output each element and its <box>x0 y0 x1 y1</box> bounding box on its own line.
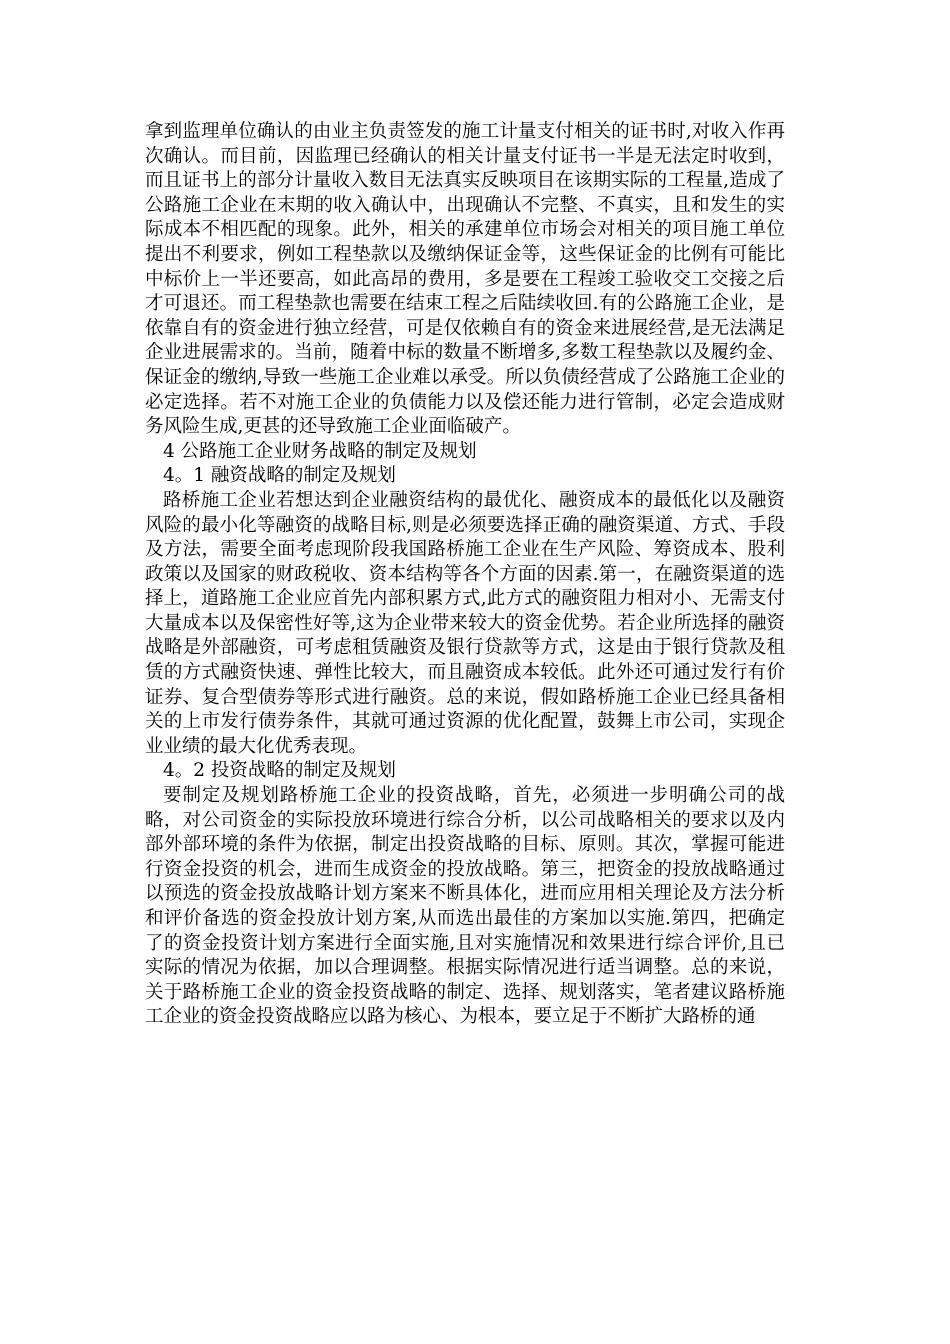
section-heading-4: 4 公路施工企业财务战略的制定及规划 <box>163 440 477 462</box>
subsection-heading-4-1: 4。1 融资战略的制定及规划 <box>163 465 396 487</box>
subsection-heading-4-2: 4。2 投资战略的制定及规划 <box>163 760 396 782</box>
paragraph-revenue-recognition: 拿到监理单位确认的由业主负责签发的施工计量支付相关的证书时,对收入作再次确认。而目前，因监理已经确认的相关计量支付证书一半是无法定时收到，而且证书上的部分计量收入数目无法真实反映项目在该期实际的工程量,造成了公路施工企业在末期的收入确认中，出现确认不完整、不真实，且和发生的实际成本不相匹配的现象。此外，相关的承建单位市场会对相关的项目施工单位提出不利要求，例如工程垫款以及缴纳保证金等，这些保证金的比例有可能比中标价上一半还要高，如此高昂的费用，多是要在工程竣工验收交工交接之后才可退还。而工程垫款也需要在结束工程之后陆续收回.有的公路施工企业，是依靠自有的资金进行独立经营，可是仅依赖自有的资金来进展经营,是无法满足企业进展需求的。当前，随着中标的数量不断增多,多数工程垫款以及履约金、保证金的缴纳,导致一些施工企业难以承受。所以负债经营成了公路施工企业的必定选择。若不对施工企业的负债能力以及偿还能力进行管制，必定会造成财务风险生成,更甚的还导致施工企业面临破产。 <box>145 121 785 438</box>
paragraph-investment-strategy: 要制定及规划路桥施工企业的投资战略，首先，必须进一步明确公司的战略，对公司资金的实际投放环境进行综合分析，以公司战略相关的要求以及内部外部环境的条件为依据，制定出投资战略的目标、原则。其次，掌握可能进行资金投资的机会，进而生成资金的投放战略。第三，把资金的投放战略通过以预选的资金投放战略计划方案来不断具体化，进而应用相关理论及方法分析和评价备选的资金投放计划方案,从而选出最佳的方案加以实施.第四，把确定了的资金投资计划方案进行全面实施,且对实施情况和效果进行综合评价,且已实际的情况为依据，加以合理调整。根据实际情况进行适当调整。总的来说，关于路桥施工企业的资金投资战略的制定、选择、规划落实，笔者建议路桥施工企业的资金投资战略应以路为核心、为根本，要立足于不断扩大路桥的通 <box>145 785 785 1028</box>
paragraph-financing-strategy: 路桥施工企业若想达到企业融资结构的最优化、融资成本的最低化以及融资风险的最小化等融资的战略目标,则是必须要选择正确的融资渠道、方式、手段及方法，需要全面考虑现阶段我国路桥施工企业在生产风险、筹资成本、股利政策以及国家的财政税收、资本结构等各个方面的因素.第一，在融资渠道的选择上，道路施工企业应首先内部积累方式,此方式的融资阻力相对小、无需支付大量成本以及保密性好等,这为企业带来较大的资金优势。若企业所选择的融资战略是外部融资，可考虑租赁融资及银行贷款等方式，这是由于银行贷款及租赁的方式融资快速、弹性比较大，而且融资成本较低。此外还可通过发行有价证券、复合型债券等形式进行融资。总的来说，假如路桥施工企业已经具备相关的上市发行债券条件，其就可通过资源的优化配置，鼓舞上市公司，实现企业业绩的最大化优秀表现。 <box>145 489 785 757</box>
document-page <box>145 120 785 1030</box>
